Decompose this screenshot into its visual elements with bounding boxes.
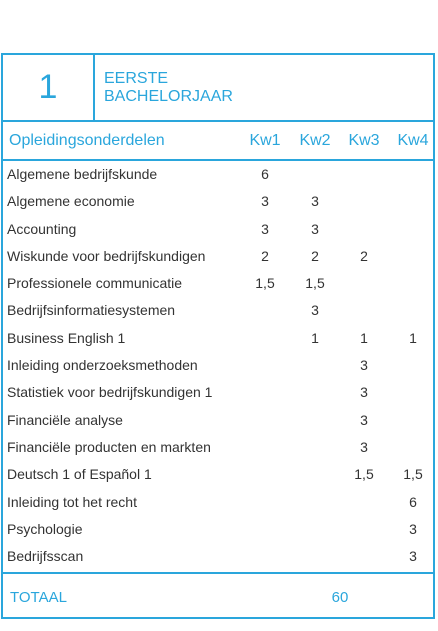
year-title-line2: BACHELORJAAR <box>104 88 233 105</box>
course-name: Psychologie <box>7 520 83 537</box>
credits-kw2: 3 <box>311 302 319 319</box>
column-header-kw1: Kw1 <box>249 132 281 149</box>
credits-kw4: 1 <box>409 329 417 346</box>
column-header-courses: Opleidingsonderdelen <box>9 132 165 149</box>
course-name: Accounting <box>7 220 77 237</box>
credits-kw1: 3 <box>261 220 269 237</box>
table-row <box>3 161 433 188</box>
table-row <box>3 543 433 570</box>
table-row <box>3 297 433 324</box>
credits-kw3: 3 <box>360 384 368 401</box>
total-row <box>3 572 433 619</box>
credits-kw1: 6 <box>261 166 269 182</box>
credits-kw3: 2 <box>360 247 368 264</box>
credits-kw2: 3 <box>311 193 319 210</box>
credits-kw1: 2 <box>261 247 269 264</box>
credits-kw2: 1 <box>311 329 319 346</box>
credits-kw2: 1,5 <box>305 275 325 292</box>
course-name: Financiële analyse <box>7 411 123 428</box>
course-name: Wiskunde voor bedrijfskundigen <box>7 247 206 264</box>
course-name: Professionele communicatie <box>7 275 183 292</box>
table-row <box>3 434 433 461</box>
credits-kw3: 1,5 <box>354 466 374 483</box>
course-name: Statistiek voor bedrijfskundigen 1 <box>7 384 213 401</box>
course-name: Business English 1 <box>7 329 126 346</box>
table-row <box>3 352 433 379</box>
credits-kw4: 3 <box>409 548 417 565</box>
course-name: Inleiding onderzoeksmethoden <box>7 357 198 374</box>
year-header <box>3 55 433 122</box>
course-name: Inleiding tot het recht <box>7 493 137 510</box>
course-name: Financiële producten en markten <box>7 438 211 455</box>
course-name: Algemene economie <box>7 193 135 210</box>
table-row <box>3 461 433 488</box>
credits-kw4: 3 <box>409 520 417 537</box>
column-header-kw2: Kw2 <box>299 132 331 149</box>
table-row <box>3 379 433 406</box>
credits-kw3: 1 <box>360 329 368 346</box>
table-row <box>3 216 433 243</box>
curriculum-table <box>1 53 435 619</box>
column-header-row <box>3 122 433 161</box>
table-row <box>3 489 433 516</box>
credits-kw3: 3 <box>360 438 368 455</box>
year-title-line1: EERSTE <box>104 70 169 87</box>
credits-kw1: 1,5 <box>255 275 275 292</box>
course-name: Deutsch 1 of Español 1 <box>7 466 152 483</box>
course-rows <box>3 161 433 570</box>
course-name: Algemene bedrijfskunde <box>7 166 158 182</box>
table-row <box>3 325 433 352</box>
credits-kw3: 3 <box>360 357 368 374</box>
table-row <box>3 407 433 434</box>
credits-kw3: 3 <box>360 411 368 428</box>
column-header-kw3: Kw3 <box>348 132 380 149</box>
course-name: Bedrijfsinformatiesystemen <box>7 302 176 319</box>
credits-kw4: 1,5 <box>403 466 423 483</box>
total-value: 60 <box>331 589 349 606</box>
credits-kw4: 6 <box>409 493 417 510</box>
year-title <box>104 70 233 106</box>
course-name: Bedrijfsscan <box>7 548 84 565</box>
column-header-kw4: Kw4 <box>397 132 429 149</box>
year-number: 1 <box>3 55 95 120</box>
table-row <box>3 516 433 543</box>
table-row <box>3 243 433 270</box>
table-row <box>3 188 433 215</box>
total-label: TOTAAL <box>10 589 67 606</box>
credits-kw1: 3 <box>261 193 269 210</box>
table-row <box>3 270 433 297</box>
credits-kw2: 2 <box>311 247 319 264</box>
credits-kw2: 3 <box>311 220 319 237</box>
